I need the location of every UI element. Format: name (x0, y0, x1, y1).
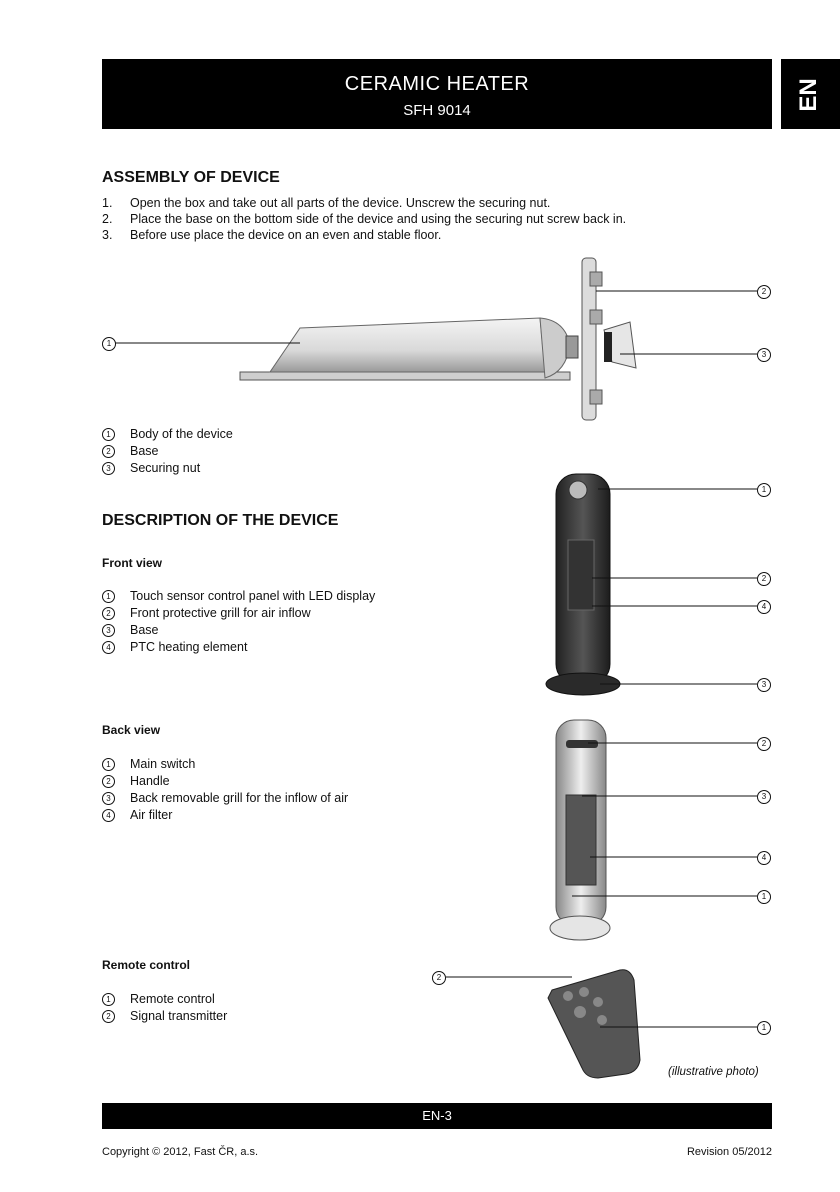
callout-marker: 2 (757, 572, 771, 586)
page-number-bar: EN-3 (102, 1103, 772, 1129)
callout-marker: 1 (757, 483, 771, 497)
legend-item: 1 Remote control (102, 991, 215, 1008)
legend-item: 1 Body of the device (102, 426, 233, 443)
callout-marker: 3 (757, 348, 771, 362)
back-view-title: Back view (102, 723, 161, 737)
legend-item: 4 Air filter (102, 807, 172, 824)
callout-marker: 2 (757, 285, 771, 299)
callout-marker: 4 (757, 600, 771, 614)
legend-item: 1 Main switch (102, 756, 195, 773)
assembly-step: 1. Open the box and take out all parts of the device. Unscrew the securing nut. (102, 196, 551, 210)
remote-figure (446, 970, 757, 1078)
callout-marker: 3 (757, 790, 771, 804)
callout-marker: 1 (757, 1021, 771, 1035)
legend-item: 3 Back removable grill for the inflow of air (102, 790, 348, 807)
callout-marker: 1 (757, 890, 771, 904)
front-view-figure (546, 474, 757, 695)
legend-item: 2 Signal transmitter (102, 1008, 227, 1025)
copyright: Copyright © 2012, Fast ČR, a.s. (102, 1146, 259, 1158)
language-code: EN (795, 78, 822, 112)
assembly-step: 3. Before use place the device on an even and stable floor. (102, 228, 442, 242)
revision: Revision 05/2012 (686, 1146, 772, 1158)
legend-item: 4 PTC heating element (102, 639, 247, 656)
callout-marker: 3 (757, 678, 771, 692)
document-title: CERAMIC HEATER (344, 73, 530, 95)
legend-item: 2 Base (102, 443, 159, 460)
legend-item: 2 Handle (102, 773, 170, 790)
legend-item: 3 Base (102, 622, 159, 639)
remote-control-title: Remote control (102, 958, 191, 972)
callout-marker: 1 (102, 337, 116, 351)
legend-item: 3 Securing nut (102, 460, 200, 477)
legend-item: 1 Touch sensor control panel with LED display (102, 588, 375, 605)
callout-marker: 2 (432, 971, 446, 985)
illustrative-caption: (illustrative photo) (668, 1066, 759, 1078)
assembly-figure (115, 258, 757, 420)
front-view-title: Front view (102, 556, 163, 570)
assembly-heading: ASSEMBLY OF DEVICE (102, 169, 280, 186)
model-number: SFH 9014 (403, 102, 471, 119)
description-heading: DESCRIPTION OF THE DEVICE (102, 512, 339, 529)
callout-marker: 2 (757, 737, 771, 751)
assembly-step: 2. Place the base on the bottom side of the device and using the securing nut screw back in. (102, 212, 627, 226)
legend-item: 2 Front protective grill for air inflow (102, 605, 311, 622)
back-view-figure (550, 720, 757, 940)
callout-marker: 4 (757, 851, 771, 865)
